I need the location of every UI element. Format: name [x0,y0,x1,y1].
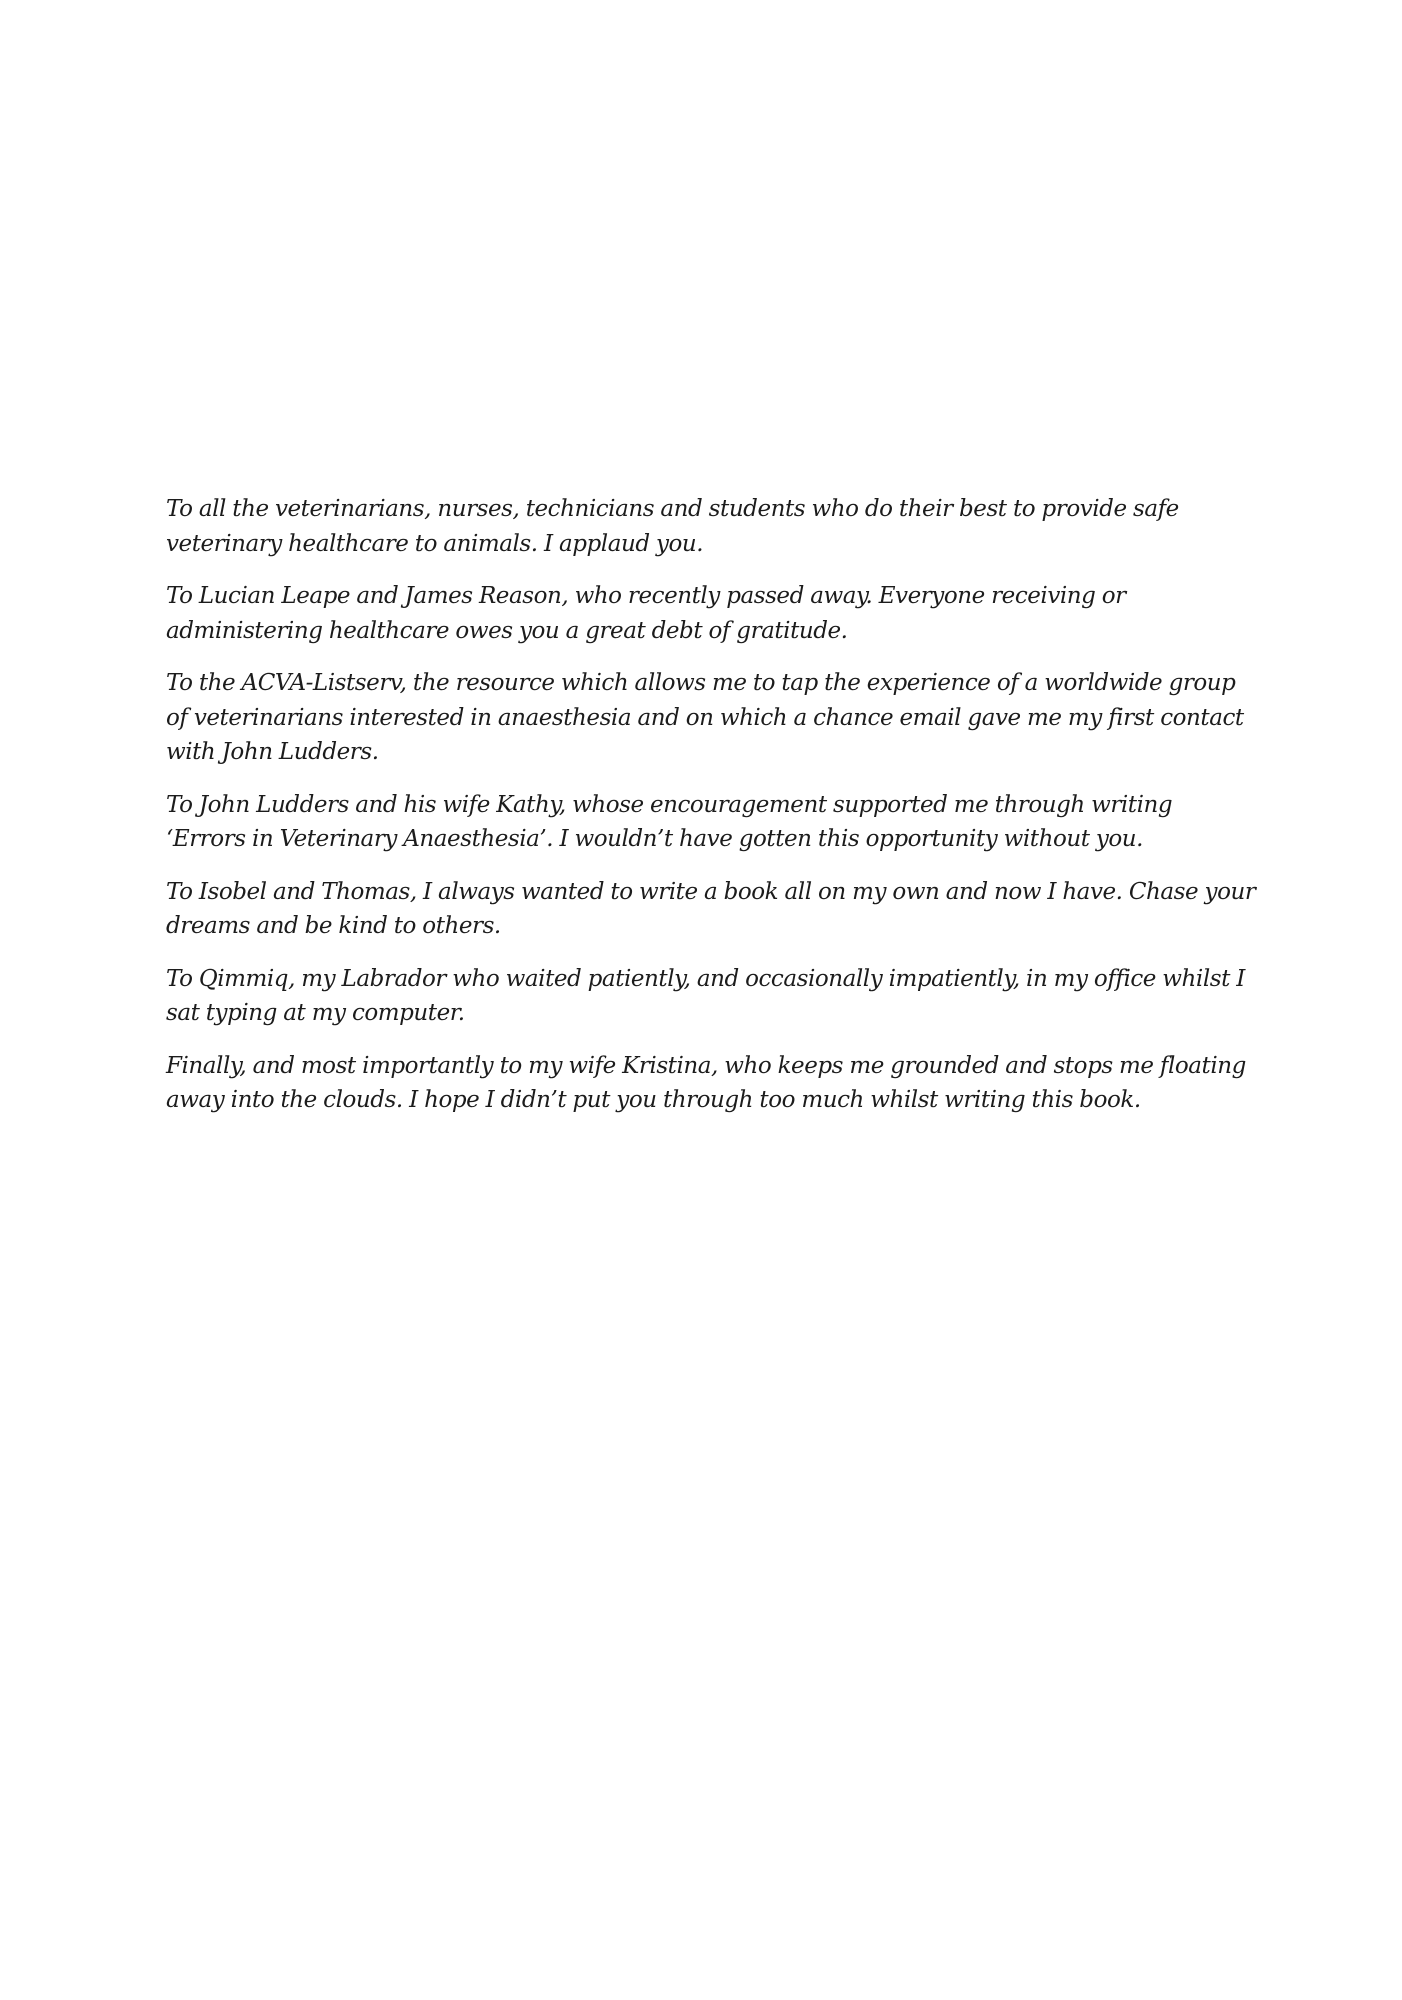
dedication-paragraph-veterinarians: To all the veterinarians, nurses, technicians and students who do their best to provide safe veterinary healthcare to animals. I applaud you. [166,496,1179,557]
dedication-paragraph-leape-reason: To Lucian Leape and James Reason, who recently passed away. Everyone receiving or administering healthcare owes you a great debt of gratitude. [166,583,1126,644]
dedication-paragraph-ludders: To John Ludders and his wife Kathy, whose encouragement supported me through writing ‘Errors in Veterinary Anaesthesia’. I wouldn’t have gotten this opportunity without you. [166,791,1173,852]
dedication-paragraph-acva-listserv: To the ACVA-Listserv, the resource which allows me to tap the experience of a worldwide group of veterinarians interested in anaesthesia and on which a chance email gave me my first contact with John Ludders. [166,670,1244,765]
dedication-paragraph-isobel-thomas: To Isobel and Thomas, I always wanted to write a book all on my own and now I have. Chase your dreams and be kind to others. [166,878,1256,939]
dedication-paragraph-qimmiq: To Qimmiq, my Labrador who waited patiently, and occasionally impatiently, in my office whilst I sat typing at my computer. [166,965,1245,1026]
dedication-paragraph-kristina: Finally, and most importantly to my wife Kristina, who keeps me grounded and stops me floating away into the clouds. I hope I didn’t put you through too much whilst writing this book. [166,1052,1246,1113]
dedication-section [166,492,1256,1136]
